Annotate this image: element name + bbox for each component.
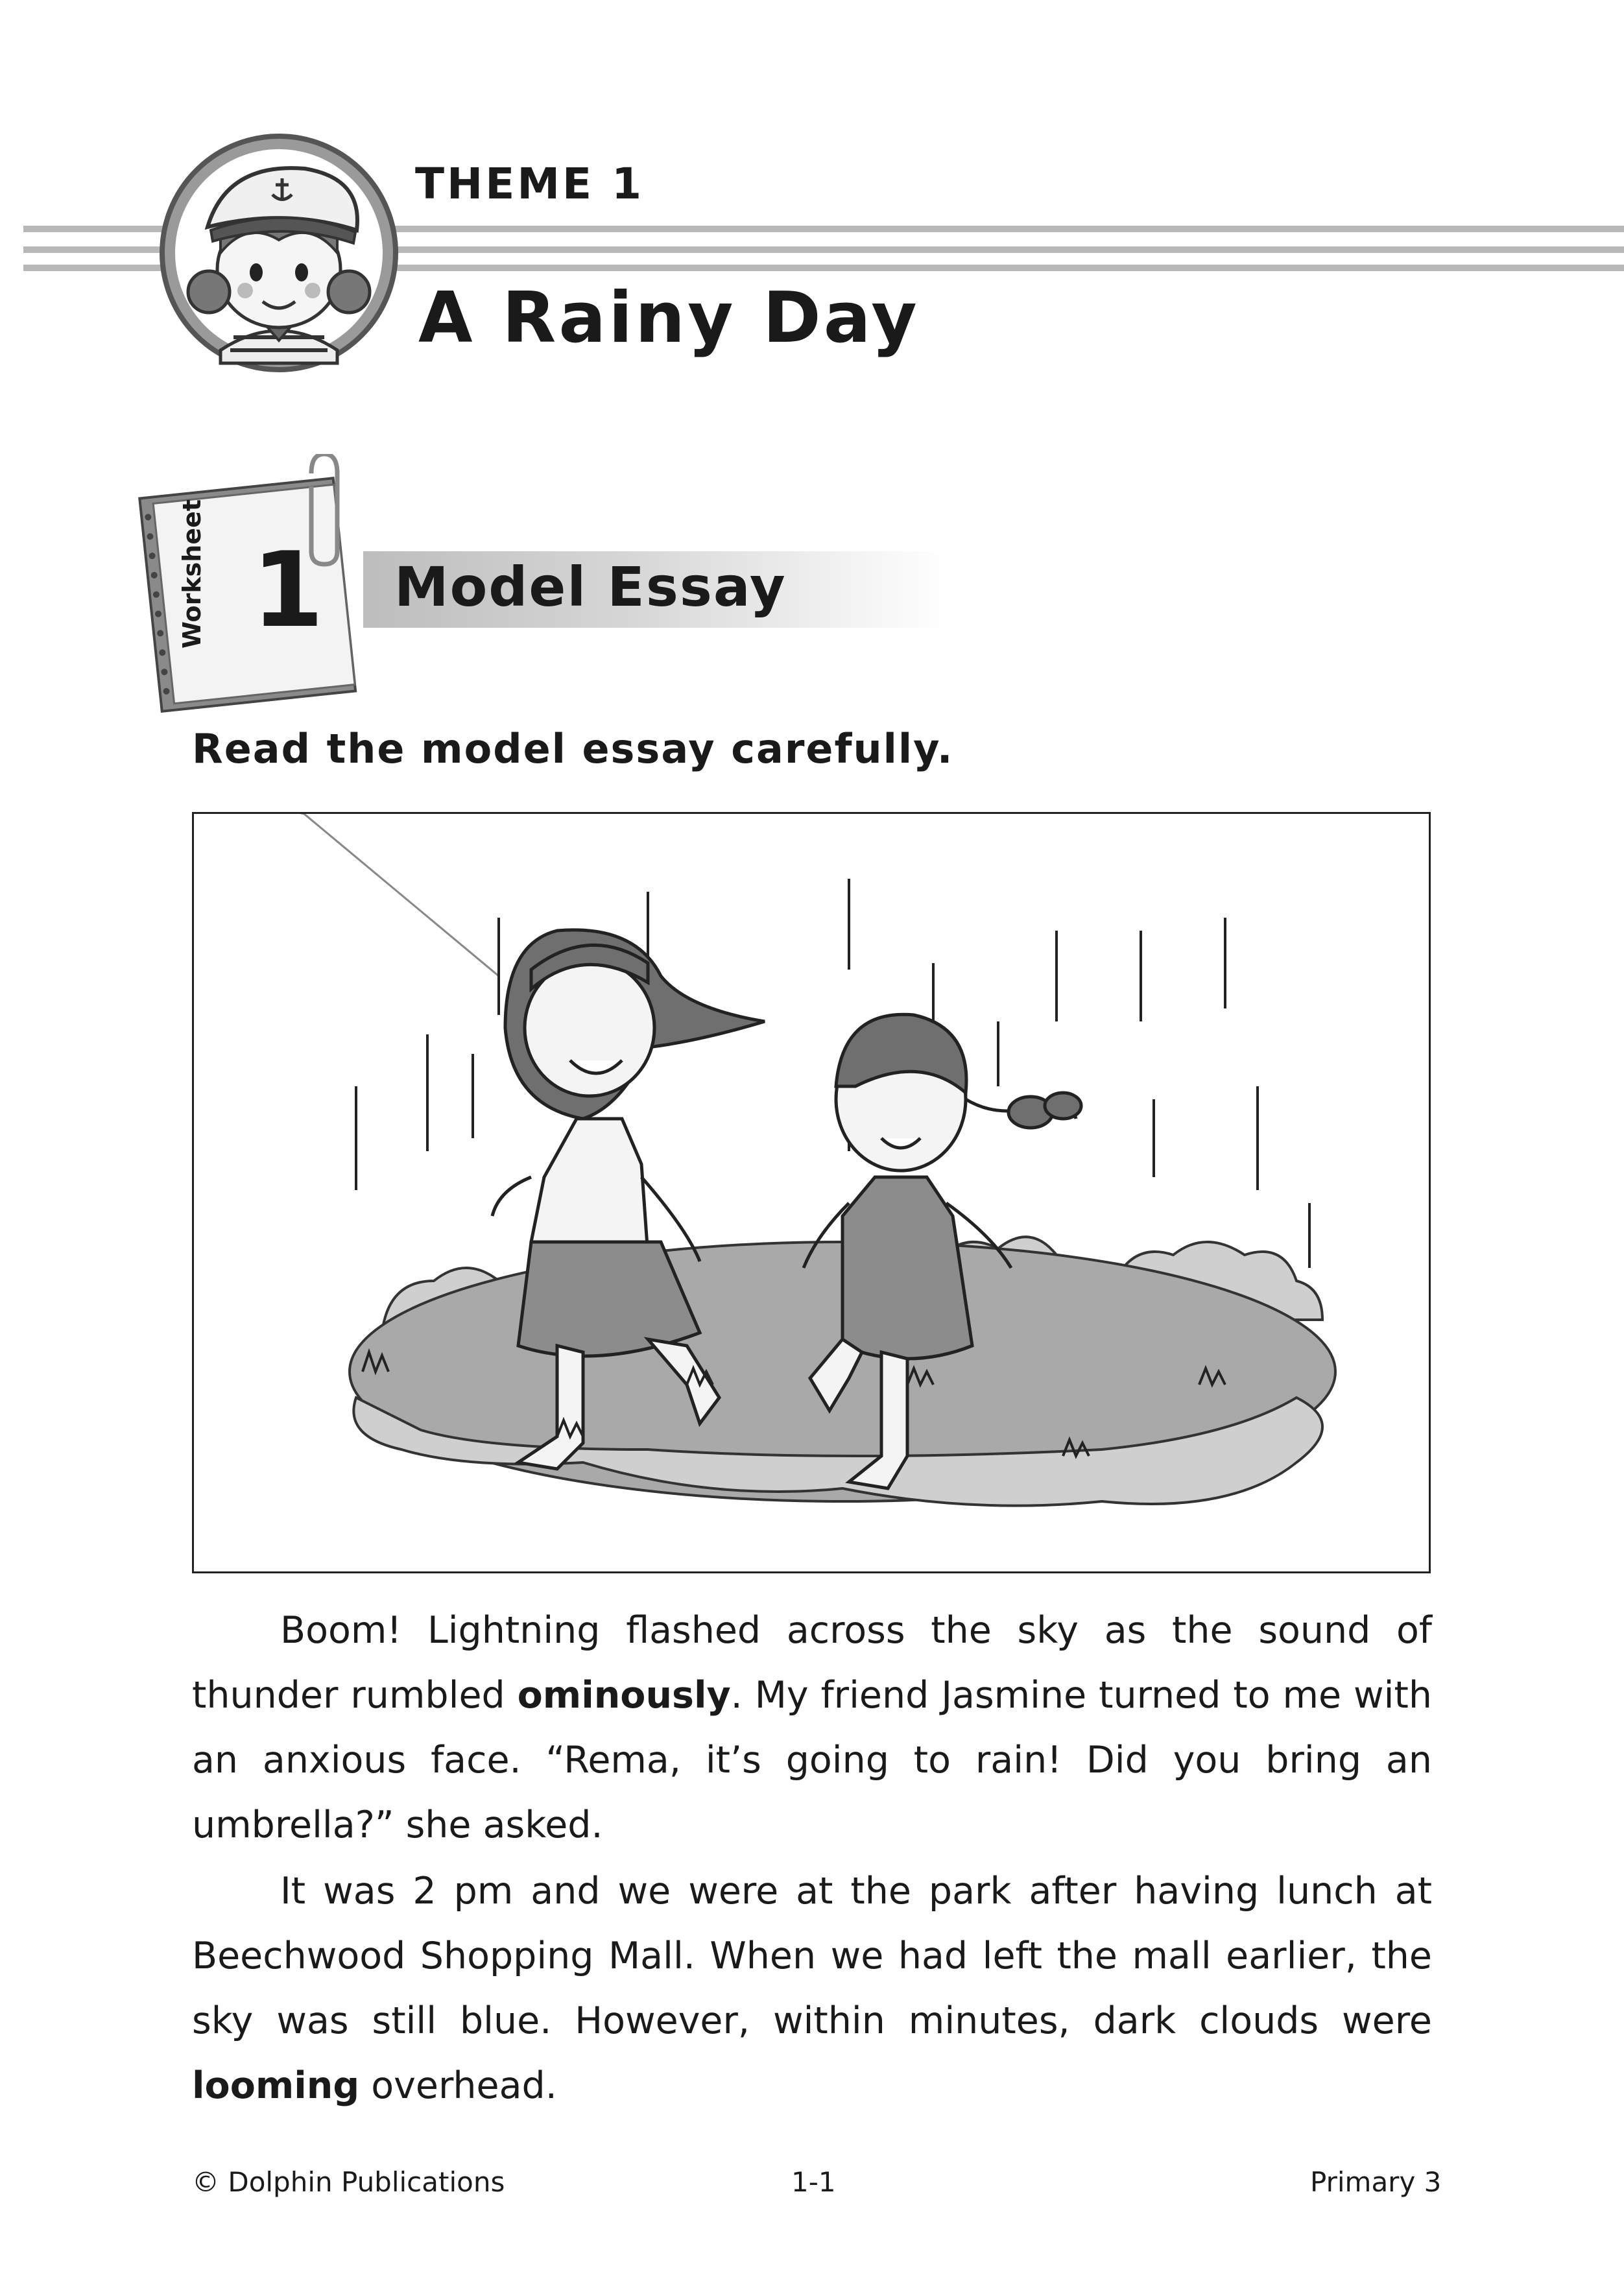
theme-label: THEME 1: [415, 159, 645, 209]
essay-p2-text-b: overhead.: [359, 2064, 557, 2107]
essay-p2-bold-word: looming: [192, 2064, 360, 2107]
page-title: A Rainy Day: [418, 278, 920, 359]
sailor-mascot-icon: [149, 117, 409, 376]
essay-paragraph-1: [192, 1598, 1432, 1857]
worksheet-number: 1: [252, 529, 324, 650]
essay-p1-text-a: Boom! Lightning flashed across the sky as the sound of thunder rumbled: [192, 1609, 1432, 1717]
footer-level: Primary 3: [1310, 2166, 1442, 2198]
worksheet-label: Worksheet: [178, 499, 206, 649]
two-girls-running-in-rain-icon: [194, 814, 1429, 1571]
essay-p1-text-b: . My friend Jasmine turned to me with an anxious face. “Rema, it’s going to rain! Did you bring an umbrella?” she asked.: [192, 1674, 1432, 1846]
instruction-text: Read the model essay carefully.: [192, 725, 954, 772]
section-title: Model Essay: [394, 555, 787, 619]
essay-p2-text-a: It was 2 pm and we were at the park after having lunch at Beechwood Shopping Mall. When we had left the mall earlier, the sky was still blue. However, within minutes, dark clouds were: [192, 1870, 1432, 2042]
essay-p1-bold-word: ominously: [517, 1674, 731, 1717]
rainy-park-illustration: [192, 812, 1431, 1573]
essay-paragraph-2: [192, 1859, 1432, 2118]
footer-publisher: © Dolphin Publications: [192, 2166, 505, 2198]
footer-page-number: 1-1: [791, 2166, 836, 2198]
